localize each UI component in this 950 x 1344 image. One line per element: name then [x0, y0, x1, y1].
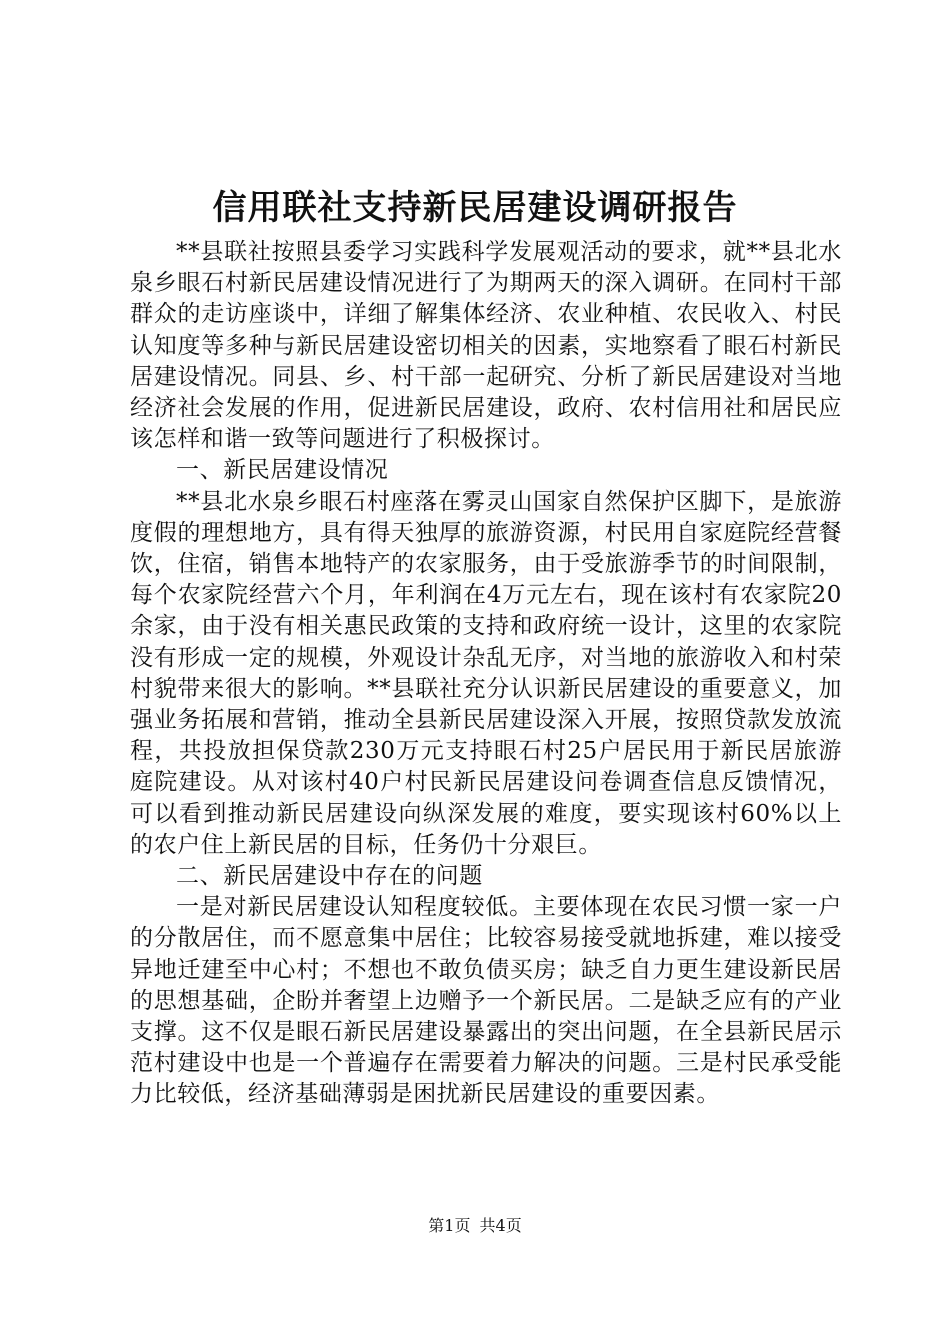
section-heading-2: 二、新民居建设中存在的问题	[176, 863, 483, 890]
document-body	[130, 237, 842, 1111]
intro-paragraph: **县联社按照县委学习实践科学发展观活动的要求，就**县北水泉乡眼石村新民居建设情况进行了为期两天的深入调研。在同村干部群众的走访座谈中，详细了解集体经济、农业种植、农民收入、村民认知度等多种与新民居建设密切相关的因素，实地察看了眼石村新民居建设情况。同县、乡、村干部一起研究、分析了新民居建设对当地经济社会发展的作用，促进新民居建设，政府、农村信用社和居民应该怎样和谐一致等问题进行了积极探讨。	[130, 239, 842, 453]
page-total: 共4页	[479, 1216, 522, 1235]
section-1-paragraph: **县北水泉乡眼石村座落在雾灵山国家自然保护区脚下，是旅游度假的理想地方，具有得天独厚的旅游资源，村民用自家庭院经营餐饮，住宿，销售本地特产的农家服务，由于受旅游季节的时间限制，每个农家院经营六个月，年利润在4万元左右，现在该村有农家院20余家，由于没有相关惠民政策的支持和政府统一设计，这里的农家院没有形成一定的规模，外观设计杂乱无序，对当地的旅游收入和村荣村貌带来很大的影响。**县联社充分认识新民居建设的重要意义，加强业务拓展和营销，推动全县新民居建设深入开展，按照贷款发放流程，共投放担保贷款230万元支持眼石村25户居民用于新民居旅游庭院建设。从对该村40户村民新民居建设问卷调查信息反馈情况，可以看到推动新民居建设向纵深发展的难度，要实现该村60%以上的农户住上新民居的目标，任务仍十分艰巨。	[130, 488, 842, 858]
page-number: 第1页	[428, 1216, 471, 1235]
page-footer	[0, 1216, 950, 1236]
section-2-paragraph: 一是对新民居建设认知程度较低。主要体现在农民习惯一家一户的分散居住，而不愿意集中居住；比较容易接受就地拆建，难以接受异地迁建至中心村；不想也不敢负债买房；缺乏自力更生建设新民居的思想基础，企盼并奢望上边赠予一个新民居。二是缺乏应有的产业支撑。这不仅是眼石新民居建设暴露出的突出问题，在全县新民居示范村建设中也是一个普遍存在需要着力解决的问题。三是村民承受能力比较低，经济基础薄弱是困扰新民居建设的重要因素。	[130, 894, 842, 1108]
document-title: 信用联社支持新民居建设调研报告	[212, 188, 738, 228]
section-heading-1: 一、新民居建设情况	[176, 457, 389, 484]
